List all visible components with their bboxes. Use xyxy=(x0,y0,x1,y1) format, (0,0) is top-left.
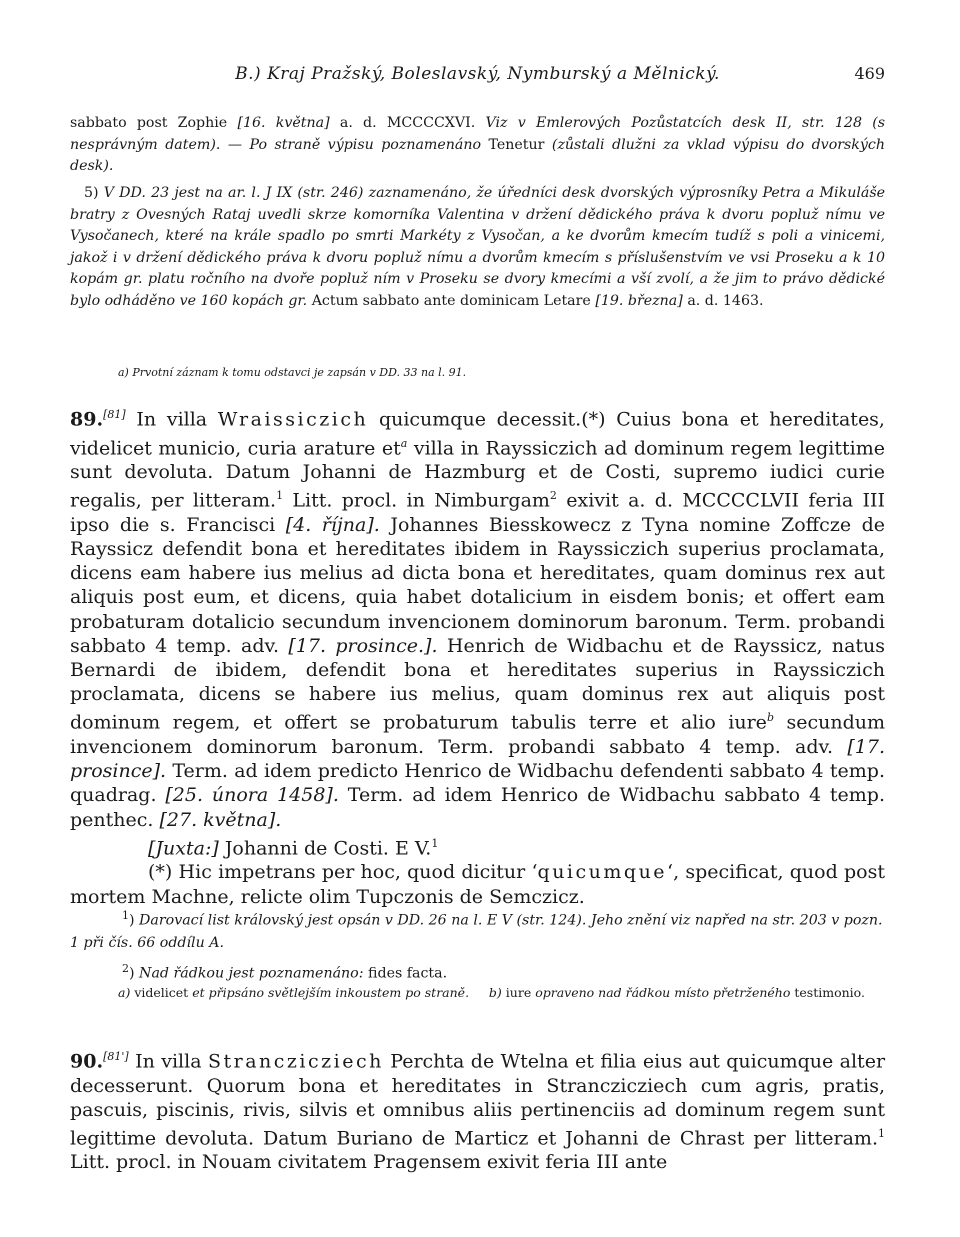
footnote-text: iure xyxy=(505,985,532,1000)
note-text: Viz v Emlerových Pozůstatcích desk II, str. 128 (s nesprávným datem). — Po straně výpisu poznamenáno xyxy=(70,115,886,153)
note-mark: a xyxy=(400,436,408,450)
entry-text: Term. ad idem predicto Henrico de Widbachu defendenti sabbato 4 temp. quadrag. xyxy=(70,760,885,807)
entry-text: Term. ad idem Henrico de Widbachu sabbato 4 temp. penthec. xyxy=(70,784,885,831)
footnote-ref: 2 xyxy=(549,489,557,503)
date-note: [27. května]. xyxy=(159,808,282,831)
footnote-text: Darovací list královský jest opsán v DD. 26 na l. E V (str. 124). Jeho znění viz napřed na str. 203 v pozn. 1 při čís. 66 oddílu A. xyxy=(70,912,883,951)
note-text: V DD. 23 jest na ar. l. J IX (str. 246) zaznamenáno, že úředníci desk dvorských výprosníky Petra a Mikuláše bratry z Ovesných Rataj uvedli skrze komorníka Valentina v držení dědického práva k dvoru popluž nímu ve Vysočanech, které na krále spadlo po smrti Markéty z Vysočan, a ke dvorům kmecím tudíž s poli a vinicemi, jakož i v držení dědického práva k dvoru popluž nímu a dvorům kmecím s příslušenstvím ve vsi Proseku a k 10 kopám gr. platu ročního na dvoře popluž ním v Proseku se dvory kmecími a vší zvolí, a že jim to právo dědické bylo odháděno ve 160 kopách gr. xyxy=(70,185,885,309)
header-title: B.) Kraj Pražský, Boleslavský, Nymburský a Mělnický. xyxy=(235,64,720,84)
footnote-text: testimonio. xyxy=(794,985,865,1000)
place-name: Stranczicziech xyxy=(207,1050,384,1073)
folio-mark: [81'] xyxy=(103,1050,129,1063)
entry-text: Henrich de Widbachu et de Rayssicz, natus Bernardi de ibidem, defendit bona et hereditates superius in Rayssiczich proclamata, dicens se habere ius melius, quam dominus rex aut aliquis post dominum regem, et offert se probaturum tabulis terre et alio iure xyxy=(70,634,886,734)
date-note: [25. února 1458]. xyxy=(165,784,339,807)
footnote-mark: b) xyxy=(488,985,502,1000)
entry-text: In villa xyxy=(136,408,208,431)
footnote-text: videlicet xyxy=(134,985,189,1000)
footnote-text: Nad řádkou jest poznamenáno: xyxy=(139,965,364,982)
folio-mark: [81] xyxy=(103,408,126,421)
entry-text: ‘, specificat, quod post mortem Machne, relicte olim Tupczonis de Semczicz. xyxy=(70,861,885,908)
quoted-term: quicumque xyxy=(537,861,668,884)
footnote-2: $^2$) Nad řádkou jest poznamenáno: fides facta. xyxy=(122,962,448,982)
footnote-ref: 1 xyxy=(431,836,439,850)
footnote-text: et připsáno světlejším inkoustem po straně. xyxy=(192,985,470,1000)
footnote-text: fides facta. xyxy=(368,965,448,982)
entry-text: Litt. procl. in Nouam civitatem Pragensem exivit feria III ante xyxy=(70,1151,668,1174)
entry-text: In villa xyxy=(135,1050,202,1073)
entry-text: Litt. procl. in Nimburgam xyxy=(292,489,550,512)
note-text: a) Prvotní záznam k tomu odstavci je zapsán v DD. 33 na l. 91. xyxy=(118,366,467,379)
footnote-a xyxy=(70,362,885,384)
entry-text: (*) Hic impetrans per hoc, quod dicitur ‘ xyxy=(148,861,538,884)
note-text: Actum sabbato ante dominicam Letare xyxy=(311,292,591,309)
note-text: Tenetur xyxy=(488,136,545,153)
entry-text: villa in Rayssiczich ad dominum regem legittime sunt devoluta. Datum Johanni de Hazmburg et de Costi, supremo iudici curie regalis, per litteram. xyxy=(70,436,885,512)
footnote-1: $^1$) Darovací list královský jest opsán v DD. 26 na l. E V (str. 124). Jeho znění viz napřed na str. 203 v pozn. 1 při čís. 66 oddílu A. xyxy=(70,909,883,951)
entry-text: Perchta de Wtelna et filia eius aut quicumque alter decesserunt. Quorum bona et hereditates in Stranczicziech cum agris, pratis, pascuis, piscinis, rivis, silvis et omnibus aliis pertinenciis ad dominum regem sunt legittime devoluta. Datum Buriano de Marticz et Johanni de Chrast per litteram. xyxy=(70,1050,886,1150)
entry-text: secundum invencionem dominorum baronum. Term. probandi sabbato 4 temp. adv. xyxy=(70,711,885,758)
date-note: [17. prosince]. xyxy=(70,735,886,783)
note-date: [19. března] xyxy=(595,292,683,309)
date-note: [17. prosince.]. xyxy=(288,634,438,657)
entry-text: Johanni de Costi. E V. xyxy=(224,837,432,860)
entry-text: quicumque decessit.(*) Cuius bona et hereditates, videlicet municio, curia arature et xyxy=(70,408,885,459)
footnote-mark: a) xyxy=(118,985,131,1000)
footnote-5 xyxy=(70,183,885,313)
note-text: (zůstali dlužni za vklad výpisu do dvorských desk). xyxy=(70,136,885,175)
entry-text: exivit a. d. MCCCCLVII feria III ipso die s. Francisci xyxy=(70,489,885,536)
note-text: a. d. MCCCCXVI. xyxy=(339,115,476,131)
entry-number: 89. xyxy=(70,408,104,431)
entry-number: 90. xyxy=(70,1050,104,1073)
footnote-text: opraveno nad řádkou místo přetrženého xyxy=(535,985,791,1000)
note-text: sabbato post Zophie xyxy=(70,115,228,131)
footnote-continuation xyxy=(70,113,885,178)
entry-89 xyxy=(70,403,885,909)
footnote-ab xyxy=(70,982,885,1004)
note-mark: b xyxy=(766,711,774,725)
note-date: [16. května] xyxy=(237,115,330,131)
footnote-ref: 1 xyxy=(276,489,284,503)
footnote-ref: 1 xyxy=(878,1126,885,1140)
footnote-mark: 2 xyxy=(122,962,129,975)
place-name: Wraissiczich xyxy=(217,408,369,431)
date-note: [4. října]. xyxy=(285,513,380,536)
footnote-mark: 1 xyxy=(122,909,129,922)
footnote-mark: 5) xyxy=(84,185,99,201)
page-number: 469 xyxy=(854,64,885,83)
entry-text: Johannes Biesskowecz z Tyna nomine Zoffcze de Rayssicz defendit bona et hereditates ibidem in Rayssiczich superius proclamata, dicens eam habere ius melius ad dicta bona et hereditates, quam dominus rex aut aliquis post eum, et dicens, quia habet dotalicium in eisdem bonis; et offert eam probaturam dotalicio secundum invencionem dominorum baronum. Term. probandi sabbato 4 temp. adv. xyxy=(70,513,885,657)
juxta-note: [Juxta:] xyxy=(148,837,219,860)
entry-90 xyxy=(70,1045,885,1175)
note-text: a. d. 1463. xyxy=(687,292,764,309)
running-header xyxy=(70,64,885,92)
